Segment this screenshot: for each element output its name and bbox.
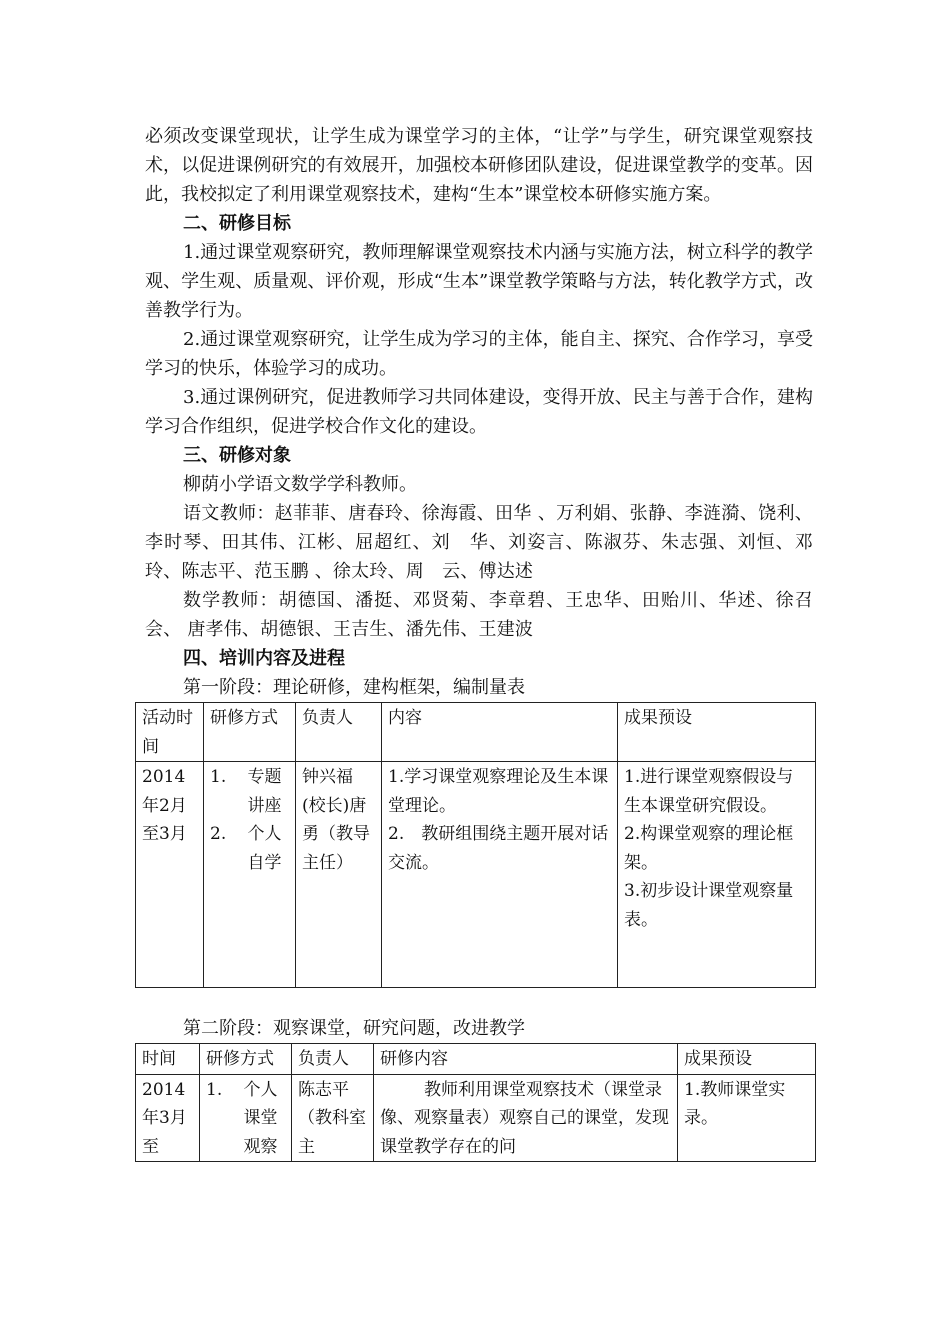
stage1-title: 第一阶段：理论研修，建构框架，编制量表 (183, 677, 525, 698)
intro-paragraph: 必须改变课堂现状，让学生成为课堂学习的主体，“让学”与学生，研究课堂观察技术，以促进课例研究的有效展开，加强校本研修团队建设，促进课堂教学的变革。因此，我校拟定了利用课堂观察技术，建构“生本”课堂校本研修实施方案。 (145, 126, 813, 205)
section-heading-training: 四、培训内容及进程 (183, 648, 345, 669)
header-method: 研修方式 (204, 703, 296, 762)
cell-content (382, 762, 618, 988)
cell-results (618, 762, 816, 988)
goal-item-3: 3.通过课例研究，促进教师学习共同体建设，变得开放、民主与善于合作，建构学习合作组织，促进学校合作文化的建设。 (145, 387, 813, 437)
goal-item-1: 1.通过课堂观察研究，教师理解课堂观察技术内涵与实施方法，树立科学的教学观、学生观、质量观、评价观，形成“生本”课堂教学策略与方法，转化教学方式，改善教学行为。 (145, 242, 813, 321)
stage2-table (135, 1043, 816, 1162)
method-item (210, 763, 289, 820)
table-header-row (136, 1044, 816, 1075)
result-item: 1.进行课堂观察假设与生本课堂研究假设。 (624, 767, 794, 816)
method-text: 个人自学 (247, 824, 282, 873)
method-text: 个人课堂观察 (243, 1079, 278, 1157)
header-results: 成果预设 (618, 703, 816, 762)
content-item: 2. 教研组围绕主题开展对话交流。 (388, 824, 609, 873)
cell-methods (200, 1074, 292, 1162)
cell-content: 教师利用课堂观察技术（课堂录像、观察量表）观察自己的课堂，发现课堂教学存在的问 (374, 1074, 678, 1162)
method-number: 2. (210, 824, 227, 844)
section-heading-targets: 三、研修对象 (183, 445, 291, 466)
header-time: 时间 (136, 1044, 200, 1075)
cell-results: 1.教师课堂实录。 (678, 1074, 816, 1162)
cell-owner: 钟兴福(校长)唐勇（教导主任） (296, 762, 382, 988)
table-row (136, 762, 816, 988)
method-text: 专题讲座 (247, 767, 282, 816)
method-number: 1. (206, 1079, 223, 1100)
header-owner: 负责人 (292, 1044, 374, 1075)
header-method: 研修方式 (200, 1044, 292, 1075)
content-item: 1.学习课堂观察理论及生本课堂理论。 (388, 767, 609, 816)
document-body (142, 122, 813, 1162)
method-item (206, 1076, 285, 1162)
stage2-title: 第二阶段：观察课堂，研究问题，改进教学 (183, 1018, 525, 1039)
result-item: 3.初步设计课堂观察量表。 (624, 881, 794, 930)
result-item: 2.构课堂观察的理论框架。 (624, 824, 794, 873)
target-description: 柳荫小学语文数学学科教师。 (183, 474, 417, 495)
cell-time: 2014年2月至3月 (136, 762, 204, 988)
chinese-teachers-list: 语文教师：赵菲菲、唐春玲、徐海霞、田华 、万利娟、张静、李涟漪、饶利、李时琴、田其伟、江彬、屈超红、刘 华、刘姿言、陈淑芬、朱志强、刘恒、邓玲、陈志平、范玉鹏 、徐太玲、周 云、傅达述 (145, 503, 813, 582)
header-content: 内容 (382, 703, 618, 762)
method-number: 1. (210, 767, 227, 787)
section-heading-goals: 二、研修目标 (183, 213, 291, 234)
goal-item-2: 2.通过课堂观察研究，让学生成为学习的主体，能自主、探究、合作学习，享受学习的快乐，体验学习的成功。 (145, 329, 813, 379)
stage1-table (135, 702, 816, 988)
table-row (136, 1074, 816, 1162)
method-item (210, 820, 289, 877)
header-owner: 负责人 (296, 703, 382, 762)
table-header-row (136, 703, 816, 762)
header-time: 活动时间 (136, 703, 204, 762)
header-content: 研修内容 (374, 1044, 678, 1075)
cell-time: 2014年3月至 (136, 1074, 200, 1162)
cell-methods (204, 762, 296, 988)
header-results: 成果预设 (678, 1044, 816, 1075)
spacer (145, 988, 813, 1014)
math-teachers-list: 数学教师：胡德国、潘挺、邓贤菊、李章碧、王忠华、田贻川、华述、徐召会、 唐孝伟、胡德银、王吉生、潘先伟、王建波 (145, 590, 813, 640)
cell-owner: 陈志平（教科室主 (292, 1074, 374, 1162)
